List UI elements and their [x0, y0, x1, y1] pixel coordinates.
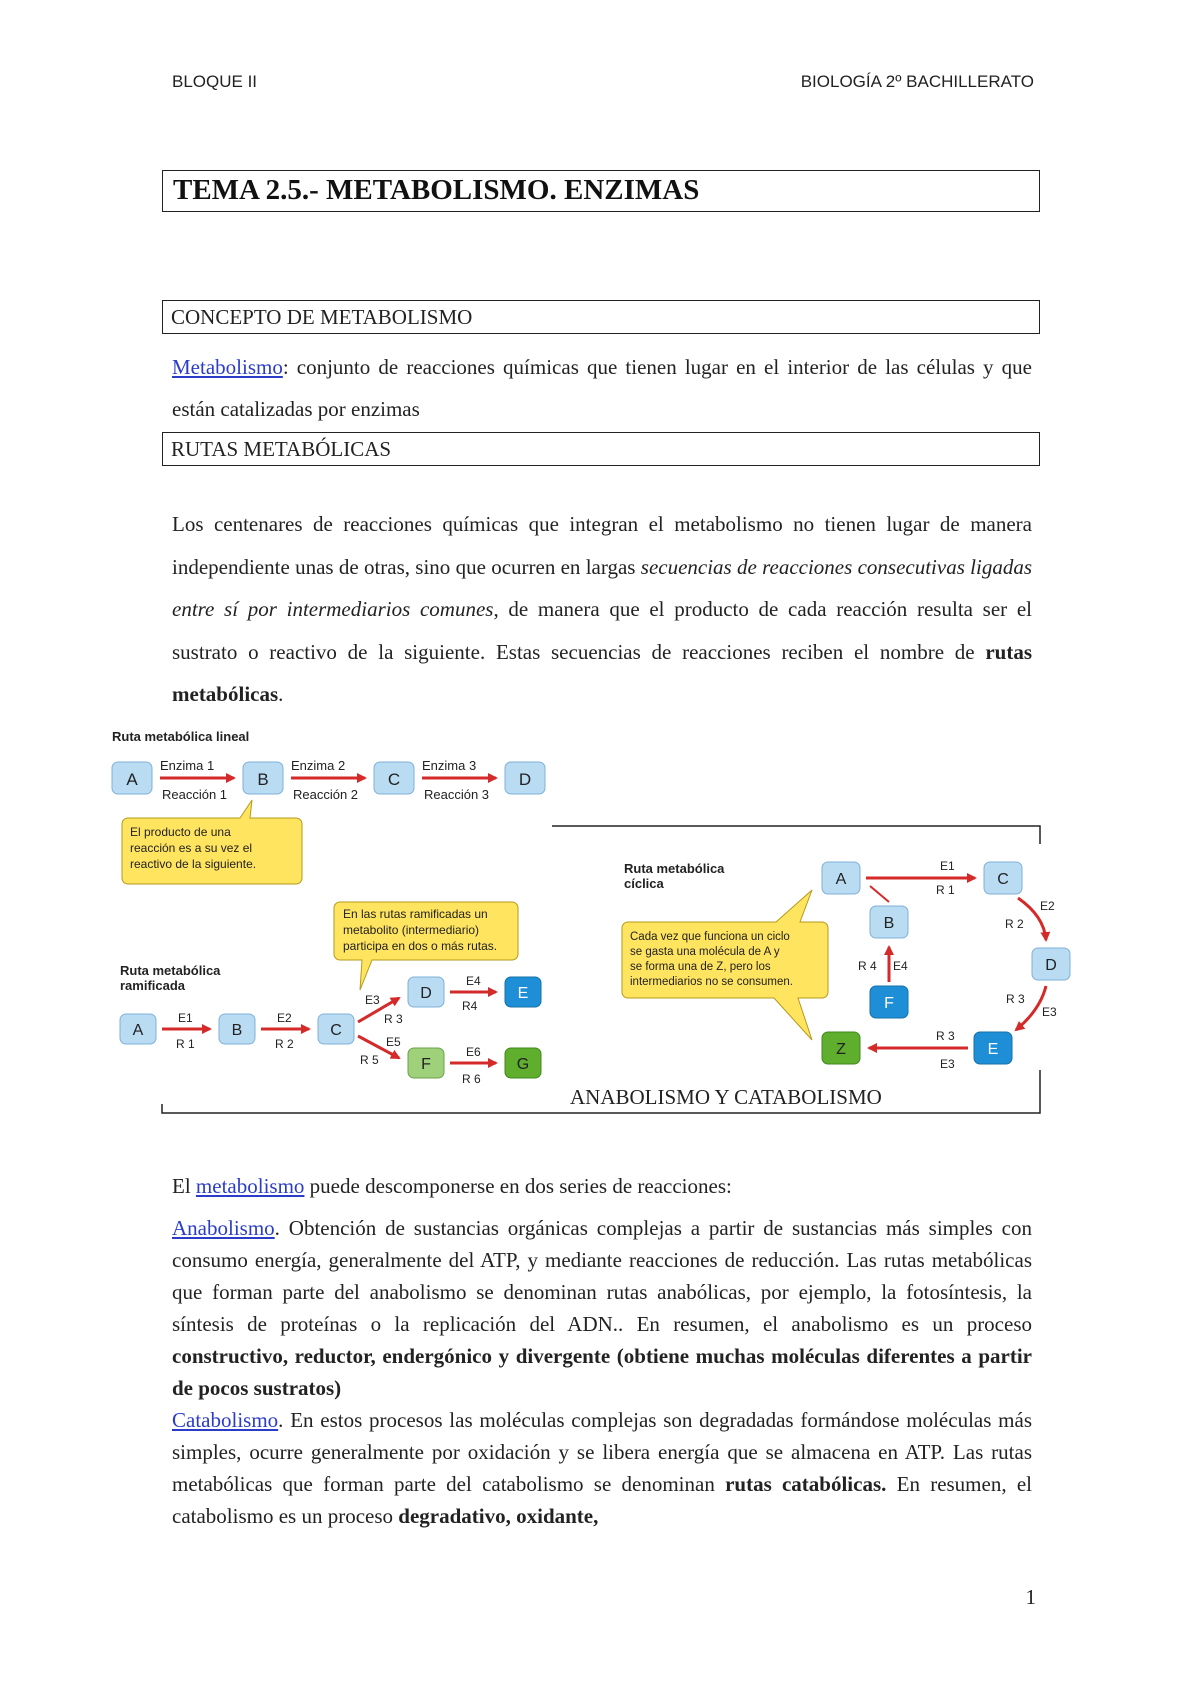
branched-enzyme-2: E2 — [277, 1011, 292, 1025]
cyclic-enzyme-4: E3 — [940, 1057, 955, 1071]
svg-text:A: A — [835, 871, 847, 888]
metabolic-routes-svg — [0, 720, 1200, 1120]
figure-frame-top — [552, 826, 1040, 844]
cyclic-note-callout — [622, 890, 828, 1040]
branched-reaction-4: R4 — [462, 999, 478, 1013]
svg-text:A: A — [132, 1022, 144, 1039]
linear-enzyme-1: Enzima 1 — [160, 758, 215, 773]
section-heading-concepto — [162, 300, 1040, 334]
svg-text:A: A — [126, 770, 138, 789]
section-heading-rutas-text: RUTAS METABÓLICAS — [171, 437, 392, 461]
linear-node-b — [243, 762, 283, 794]
linear-reaction-2: Reacción 2 — [293, 787, 359, 802]
header-left: BLOQUE II — [172, 72, 258, 91]
svg-text:D: D — [518, 770, 532, 789]
page-title: TEMA 2.5.- METABOLISMO. ENZIMAS — [173, 174, 700, 206]
linear-node-c — [374, 762, 414, 794]
branched-route-title-1: Ruta metabólica — [120, 963, 221, 978]
cyclic-enzyme-1: E1 — [940, 859, 955, 873]
anabolismo-link[interactable]: Anabolismo — [172, 1216, 275, 1240]
branched-node-f — [408, 1048, 444, 1078]
rutas-text-2: , de manera que el producto de cada reacción resulta ser el sustrato o reactivo de la siguiente. Estas secuencias de reacciones reciben el nombre de — [172, 597, 1032, 664]
linear-enzyme-2: Enzima 2 — [291, 758, 346, 773]
definition-paragraph — [172, 346, 1032, 430]
cyclic-connector-b-a — [870, 886, 889, 902]
svg-text:B: B — [883, 915, 895, 932]
svg-text:E: E — [987, 1041, 999, 1058]
catabolismo-text-2: En resumen, el catabolismo es un proceso — [172, 1472, 1032, 1528]
linear-node-a — [112, 762, 152, 794]
svg-text:Z: Z — [836, 1041, 846, 1058]
metabolic-routes-figure — [0, 720, 1200, 1120]
svg-text:D: D — [1045, 957, 1057, 974]
cyclic-enzyme-5: E4 — [893, 959, 908, 973]
rutas-italic: secuencias de reacciones consecutivas ligadas entre sí por intermediarios comunes — [172, 554, 1033, 621]
cyclic-node-d — [1032, 948, 1070, 980]
linear-enzyme-3: Enzima 3 — [422, 758, 477, 773]
title-box — [162, 170, 1040, 212]
branched-reaction-1: R 1 — [176, 1037, 195, 1051]
catabolismo-text: . En estos procesos las moléculas complejas son degradadas formándose moléculas más simples, ocurre generalmente por oxidación y se libera energía que se almacena en ATP. Las rutas metabólicas que forman parte del catabolismo se denominan — [172, 1408, 1032, 1496]
section-heading-rutas — [162, 432, 1040, 466]
cyclic-node-a — [822, 862, 860, 894]
branched-reaction-5: R 5 — [360, 1053, 379, 1067]
metabolismo-link[interactable]: Metabolismo — [172, 355, 283, 379]
svg-text:se gasta una molécula de A y: se gasta una molécula de A y — [630, 946, 780, 958]
branched-enzyme-4: E4 — [466, 974, 481, 988]
cyclic-route-title-1: Ruta metabólica — [624, 861, 725, 876]
cyclic-route-title-2: cíclica — [624, 876, 664, 891]
anabolismo-catabolismo-text — [172, 1170, 1032, 1532]
rutas-bold: rutas metabólicas — [172, 639, 1032, 706]
branched-enzyme-3: E3 — [365, 993, 380, 1007]
cyclic-node-e — [974, 1032, 1012, 1064]
branched-route-title-2: ramificada — [120, 978, 186, 993]
cyclic-enzyme-3: E3 — [1042, 1005, 1057, 1019]
branched-reaction-6: R 6 — [462, 1072, 481, 1086]
rutas-paragraph — [172, 503, 1032, 716]
svg-text:C: C — [330, 1022, 342, 1039]
branched-node-a — [120, 1014, 156, 1044]
catabolismo-bold-2: degradativo, oxidante, — [398, 1504, 599, 1528]
cyclic-reaction-3: R 3 — [1006, 992, 1025, 1006]
svg-text:participa en dos o más rutas.: participa en dos o más rutas. — [343, 939, 498, 953]
svg-text:C: C — [387, 770, 401, 789]
metabolismo-link-2[interactable]: metabolismo — [195, 1174, 305, 1198]
intro-text-a: El — [172, 1174, 196, 1198]
branched-enzyme-1: E1 — [178, 1011, 193, 1025]
section-heading-concepto-text: CONCEPTO DE METABOLISMO — [171, 305, 473, 329]
branched-node-g — [505, 1048, 541, 1078]
svg-text:E: E — [517, 985, 529, 1002]
branched-reaction-2: R 2 — [275, 1037, 294, 1051]
cyclic-reaction-2: R 2 — [1005, 917, 1024, 931]
linear-route-title: Ruta metabólica lineal — [112, 729, 250, 744]
definition-text: : conjunto de reacciones químicas que tienen lugar en el interior de las células y que están catalizadas por enzimas — [172, 355, 1032, 421]
page-number: 1 — [1025, 1585, 1036, 1609]
svg-text:En las rutas ramificadas un: En las rutas ramificadas un — [343, 907, 488, 921]
section-heading-anabolismo: ANABOLISMO Y CATABOLISMO — [570, 1085, 882, 1109]
svg-text:metabolito (intermediario): metabolito (intermediario) — [343, 923, 480, 937]
branched-node-d — [408, 977, 444, 1007]
svg-text:B: B — [231, 1022, 243, 1039]
cyclic-reaction-1: R 1 — [936, 883, 955, 897]
svg-text:intermediarios no se consumen.: intermediarios no se consumen. — [630, 976, 793, 988]
svg-text:F: F — [884, 995, 894, 1012]
branched-reaction-3: R 3 — [384, 1012, 403, 1026]
branched-node-e — [505, 977, 541, 1007]
cyclic-enzyme-2: E2 — [1040, 899, 1055, 913]
branched-enzyme-6: E6 — [466, 1045, 481, 1059]
rutas-text-1: Los centenares de reacciones químicas que integran el metabolismo no tienen lugar de manera independiente unas de otras, sino que ocurren en largas — [172, 512, 1032, 579]
catabolismo-bold-1: rutas catabólicas. — [725, 1472, 887, 1496]
linear-node-d — [505, 762, 545, 794]
cyclic-node-b — [870, 906, 908, 938]
rutas-text-end: . — [278, 682, 284, 706]
branched-node-c — [318, 1014, 354, 1044]
svg-text:se forma una de Z, pero los: se forma una de Z, pero los — [630, 961, 771, 973]
cyclic-reaction-5: R 4 — [858, 959, 877, 973]
catabolismo-link[interactable]: Catabolismo — [172, 1408, 279, 1432]
intro-text-b: puede descomponerse en dos series de reacciones: — [304, 1174, 732, 1198]
svg-text:B: B — [257, 770, 269, 789]
cyclic-node-z — [822, 1032, 860, 1064]
svg-text:D: D — [420, 985, 432, 1002]
linear-reaction-1: Reacción 1 — [162, 787, 228, 802]
cyclic-reaction-4: R 3 — [936, 1029, 955, 1043]
linear-note-callout — [122, 800, 302, 884]
branched-node-b — [219, 1014, 255, 1044]
svg-text:reacción es a su vez el: reacción es a su vez el — [130, 841, 253, 855]
anabolismo-bold: constructivo, reductor, endergónico y divergente (obtiene muchas moléculas diferentes a partir de pocos sustratos) — [172, 1344, 1032, 1400]
svg-text:El producto de una: El producto de una — [130, 825, 231, 839]
svg-text:F: F — [421, 1056, 431, 1073]
linear-reaction-3: Reacción 3 — [424, 787, 490, 802]
svg-text:reactivo de la siguiente.: reactivo de la siguiente. — [130, 857, 257, 871]
svg-text:G: G — [516, 1056, 530, 1073]
header-right: BIOLOGÍA 2º BACHILLERATO — [800, 72, 1034, 91]
cyclic-node-c — [984, 862, 1022, 894]
branched-enzyme-5: E5 — [386, 1035, 401, 1049]
cyclic-node-f — [870, 986, 908, 1018]
svg-text:Cada vez que funciona un ciclo: Cada vez que funciona un ciclo — [630, 931, 790, 943]
anabolismo-text: . Obtención de sustancias orgánicas complejas a partir de sustancias más simples con consumo energía, generalmente del ATP, y mediante reacciones de reducción. Las rutas metabólicas que forman parte del anabolismo se denominan rutas anabólicas, por ejemplo, la fotosíntesis, la síntesis de proteínas o la replicación del ADN.. En resumen, el anabolismo es un proceso — [172, 1216, 1032, 1336]
svg-text:C: C — [997, 871, 1009, 888]
